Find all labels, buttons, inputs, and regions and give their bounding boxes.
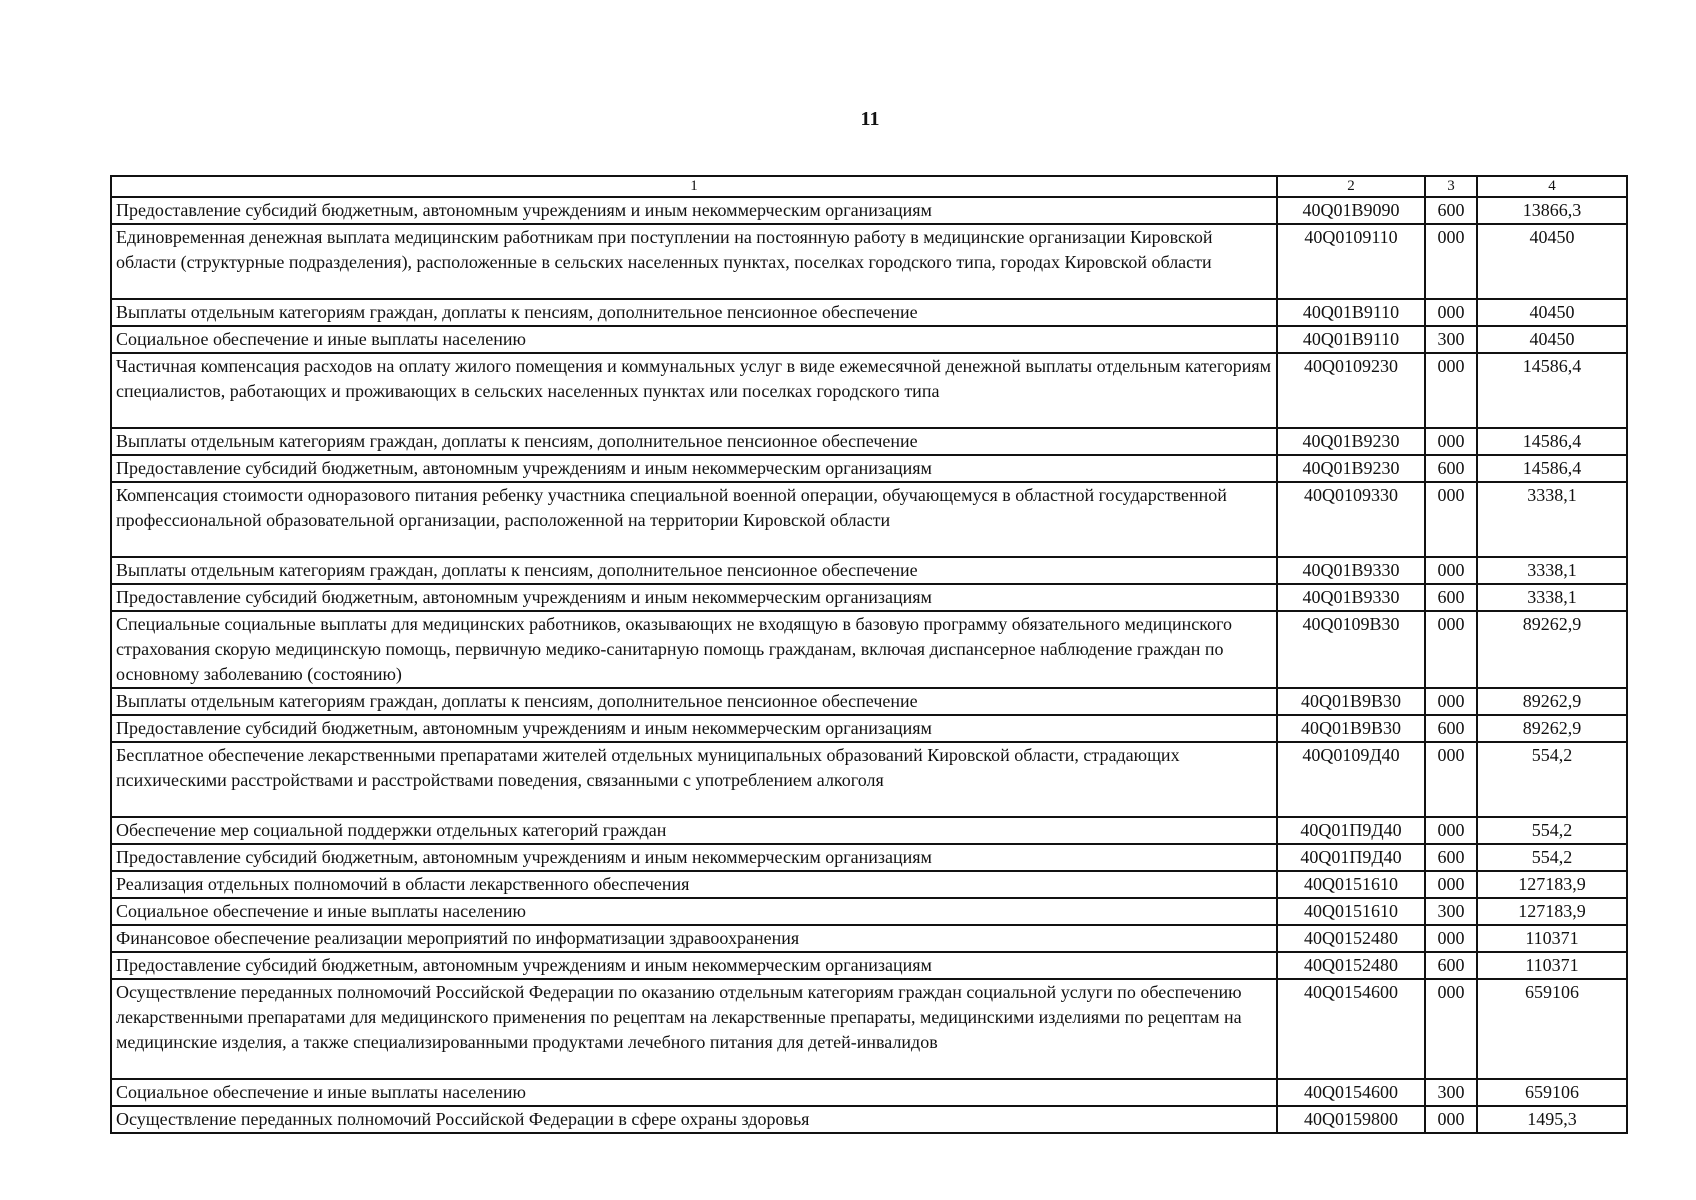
- page-number: 11: [860, 108, 880, 130]
- row-type-cell: 000: [1425, 611, 1477, 688]
- row-type-cell: 300: [1425, 898, 1477, 925]
- row-name-cell: Специальные социальные выплаты для медицинских работников, оказывающих не входящую в базовую программу обязательного медицинского страхования скорую медицинскую помощь, первичную медико-санитарную помощь гражданам, включая диспансерное наблюдение граждан по основному заболеванию (состоянию): [111, 611, 1277, 688]
- table-row: [111, 715, 1627, 742]
- row-type-cell: 000: [1425, 871, 1477, 898]
- row-type-cell: 600: [1425, 584, 1477, 611]
- row-name-cell: Социальное обеспечение и иные выплаты населению: [111, 1079, 1277, 1106]
- table-row: [111, 925, 1627, 952]
- row-name-cell: Предоставление субсидий бюджетным, автономным учреждениям и иным некоммерческим организациям: [111, 197, 1277, 224]
- row-code-cell: 40Q01В9330: [1277, 557, 1425, 584]
- row-name-cell: Выплаты отдельным категориям граждан, доплаты к пенсиям, дополнительное пенсионное обеспечение: [111, 299, 1277, 326]
- row-amount-cell: 89262,9: [1477, 715, 1627, 742]
- table-row: [111, 428, 1627, 455]
- column-number-2: 2: [1277, 176, 1425, 197]
- row-type-cell: 600: [1425, 715, 1477, 742]
- row-amount-cell: 110371: [1477, 925, 1627, 952]
- row-amount-cell: 127183,9: [1477, 898, 1627, 925]
- row-amount-cell: 14586,4: [1477, 455, 1627, 482]
- row-code-cell: 40Q0154600: [1277, 979, 1425, 1079]
- row-name-cell: Выплаты отдельным категориям граждан, доплаты к пенсиям, дополнительное пенсионное обеспечение: [111, 557, 1277, 584]
- table-row: [111, 611, 1627, 688]
- row-code-cell: 40Q0152480: [1277, 925, 1425, 952]
- row-name-cell: Финансовое обеспечение реализации мероприятий по информатизации здравоохранения: [111, 925, 1277, 952]
- row-amount-cell: 14586,4: [1477, 428, 1627, 455]
- row-name-cell: Выплаты отдельным категориям граждан, доплаты к пенсиям, дополнительное пенсионное обеспечение: [111, 428, 1277, 455]
- row-type-cell: 000: [1425, 979, 1477, 1079]
- row-amount-cell: 554,2: [1477, 742, 1627, 817]
- table-row: [111, 353, 1627, 428]
- table-row: [111, 742, 1627, 817]
- table-row: [111, 1106, 1627, 1133]
- row-type-cell: 600: [1425, 455, 1477, 482]
- row-type-cell: 000: [1425, 1106, 1477, 1133]
- table-row: [111, 979, 1627, 1079]
- row-code-cell: 40Q01В9330: [1277, 584, 1425, 611]
- row-name-cell: Обеспечение мер социальной поддержки отдельных категорий граждан: [111, 817, 1277, 844]
- row-type-cell: 000: [1425, 224, 1477, 299]
- budget-table: [110, 175, 1628, 1134]
- row-type-cell: 000: [1425, 353, 1477, 428]
- table-row: [111, 557, 1627, 584]
- row-name-cell: Частичная компенсация расходов на оплату жилого помещения и коммунальных услуг в виде ежемесячной денежной выплаты отдельным категориям специалистов, работающих и проживающих в сельских населенных пунктах или поселках городского типа: [111, 353, 1277, 428]
- row-amount-cell: 659106: [1477, 1079, 1627, 1106]
- column-number-1: 1: [111, 176, 1277, 197]
- row-type-cell: 000: [1425, 557, 1477, 584]
- row-code-cell: 40Q0109В30: [1277, 611, 1425, 688]
- row-amount-cell: 89262,9: [1477, 688, 1627, 715]
- column-number-row: [111, 176, 1627, 197]
- row-amount-cell: 40450: [1477, 299, 1627, 326]
- row-code-cell: 40Q0159800: [1277, 1106, 1425, 1133]
- row-code-cell: 40Q01В9110: [1277, 326, 1425, 353]
- row-amount-cell: 13866,3: [1477, 197, 1627, 224]
- row-code-cell: 40Q0151610: [1277, 871, 1425, 898]
- table-row: [111, 299, 1627, 326]
- row-code-cell: 40Q01В9230: [1277, 455, 1425, 482]
- row-type-cell: 000: [1425, 742, 1477, 817]
- row-amount-cell: 554,2: [1477, 844, 1627, 871]
- row-code-cell: 40Q0109230: [1277, 353, 1425, 428]
- row-type-cell: 300: [1425, 326, 1477, 353]
- row-amount-cell: 3338,1: [1477, 482, 1627, 557]
- row-code-cell: 40Q01В9090: [1277, 197, 1425, 224]
- row-name-cell: Предоставление субсидий бюджетным, автономным учреждениям и иным некоммерческим организациям: [111, 455, 1277, 482]
- row-code-cell: 40Q01В9230: [1277, 428, 1425, 455]
- table-row: [111, 1079, 1627, 1106]
- row-amount-cell: 1495,3: [1477, 1106, 1627, 1133]
- row-code-cell: 40Q0151610: [1277, 898, 1425, 925]
- row-name-cell: Предоставление субсидий бюджетным, автономным учреждениям и иным некоммерческим организациям: [111, 844, 1277, 871]
- row-amount-cell: 40450: [1477, 224, 1627, 299]
- table-row: [111, 688, 1627, 715]
- row-code-cell: 40Q0154600: [1277, 1079, 1425, 1106]
- table-row: [111, 952, 1627, 979]
- table-row: [111, 482, 1627, 557]
- row-code-cell: 40Q0109330: [1277, 482, 1425, 557]
- row-name-cell: Предоставление субсидий бюджетным, автономным учреждениям и иным некоммерческим организациям: [111, 715, 1277, 742]
- row-name-cell: Социальное обеспечение и иные выплаты населению: [111, 326, 1277, 353]
- row-name-cell: Выплаты отдельным категориям граждан, доплаты к пенсиям, дополнительное пенсионное обеспечение: [111, 688, 1277, 715]
- row-type-cell: 000: [1425, 688, 1477, 715]
- table-row: [111, 844, 1627, 871]
- row-code-cell: 40Q0152480: [1277, 952, 1425, 979]
- row-amount-cell: 3338,1: [1477, 584, 1627, 611]
- row-amount-cell: 554,2: [1477, 817, 1627, 844]
- row-type-cell: 600: [1425, 844, 1477, 871]
- row-name-cell: Осуществление переданных полномочий Российской Федерации в сфере охраны здоровья: [111, 1106, 1277, 1133]
- row-amount-cell: 3338,1: [1477, 557, 1627, 584]
- table-row: [111, 224, 1627, 299]
- row-code-cell: 40Q01В9110: [1277, 299, 1425, 326]
- row-amount-cell: 14586,4: [1477, 353, 1627, 428]
- row-name-cell: Предоставление субсидий бюджетным, автономным учреждениям и иным некоммерческим организациям: [111, 952, 1277, 979]
- row-amount-cell: 127183,9: [1477, 871, 1627, 898]
- row-amount-cell: 40450: [1477, 326, 1627, 353]
- row-code-cell: 40Q01В9В30: [1277, 688, 1425, 715]
- row-code-cell: 40Q01В9В30: [1277, 715, 1425, 742]
- row-name-cell: Предоставление субсидий бюджетным, автономным учреждениям и иным некоммерческим организациям: [111, 584, 1277, 611]
- table-row: [111, 197, 1627, 224]
- column-number-4: 4: [1477, 176, 1627, 197]
- row-type-cell: 300: [1425, 1079, 1477, 1106]
- budget-table-body: [111, 176, 1627, 1133]
- row-type-cell: 600: [1425, 952, 1477, 979]
- table-row: [111, 871, 1627, 898]
- row-type-cell: 000: [1425, 925, 1477, 952]
- table-row: [111, 455, 1627, 482]
- row-type-cell: 000: [1425, 299, 1477, 326]
- table-row: [111, 898, 1627, 925]
- row-type-cell: 000: [1425, 817, 1477, 844]
- row-amount-cell: 659106: [1477, 979, 1627, 1079]
- row-code-cell: 40Q01П9Д40: [1277, 844, 1425, 871]
- row-code-cell: 40Q0109Д40: [1277, 742, 1425, 817]
- row-type-cell: 600: [1425, 197, 1477, 224]
- row-name-cell: Осуществление переданных полномочий Российской Федерации по оказанию отдельным категориям граждан социальной услуги по обеспечению лекарственными препаратами для медицинского применения по рецептам на лекарственные препараты, медицинскими изделиями по рецептам на медицинские изделия, а также специализированными продуктами лечебного питания для детей-инвалидов: [111, 979, 1277, 1079]
- row-name-cell: Единовременная денежная выплата медицинским работникам при поступлении на постоянную работу в медицинские организации Кировской области (структурные подразделения), расположенные в сельских населенных пунктах, поселках городского типа, городах Кировской области: [111, 224, 1277, 299]
- row-code-cell: 40Q0109110: [1277, 224, 1425, 299]
- column-number-3: 3: [1425, 176, 1477, 197]
- table-row: [111, 326, 1627, 353]
- row-code-cell: 40Q01П9Д40: [1277, 817, 1425, 844]
- table-row: [111, 817, 1627, 844]
- row-amount-cell: 110371: [1477, 952, 1627, 979]
- row-name-cell: Компенсация стоимости одноразового питания ребенку участника специальной военной операции, обучающемуся в областной государственной профессиональной образовательной организации, расположенной на территории Кировской области: [111, 482, 1277, 557]
- row-amount-cell: 89262,9: [1477, 611, 1627, 688]
- row-type-cell: 000: [1425, 428, 1477, 455]
- row-type-cell: 000: [1425, 482, 1477, 557]
- row-name-cell: Реализация отдельных полномочий в области лекарственного обеспечения: [111, 871, 1277, 898]
- row-name-cell: Социальное обеспечение и иные выплаты населению: [111, 898, 1277, 925]
- table-row: [111, 584, 1627, 611]
- row-name-cell: Бесплатное обеспечение лекарственными препаратами жителей отдельных муниципальных образований Кировской области, страдающих психическими расстройствами и расстройствами поведения, связанными с употреблением алкоголя: [111, 742, 1277, 817]
